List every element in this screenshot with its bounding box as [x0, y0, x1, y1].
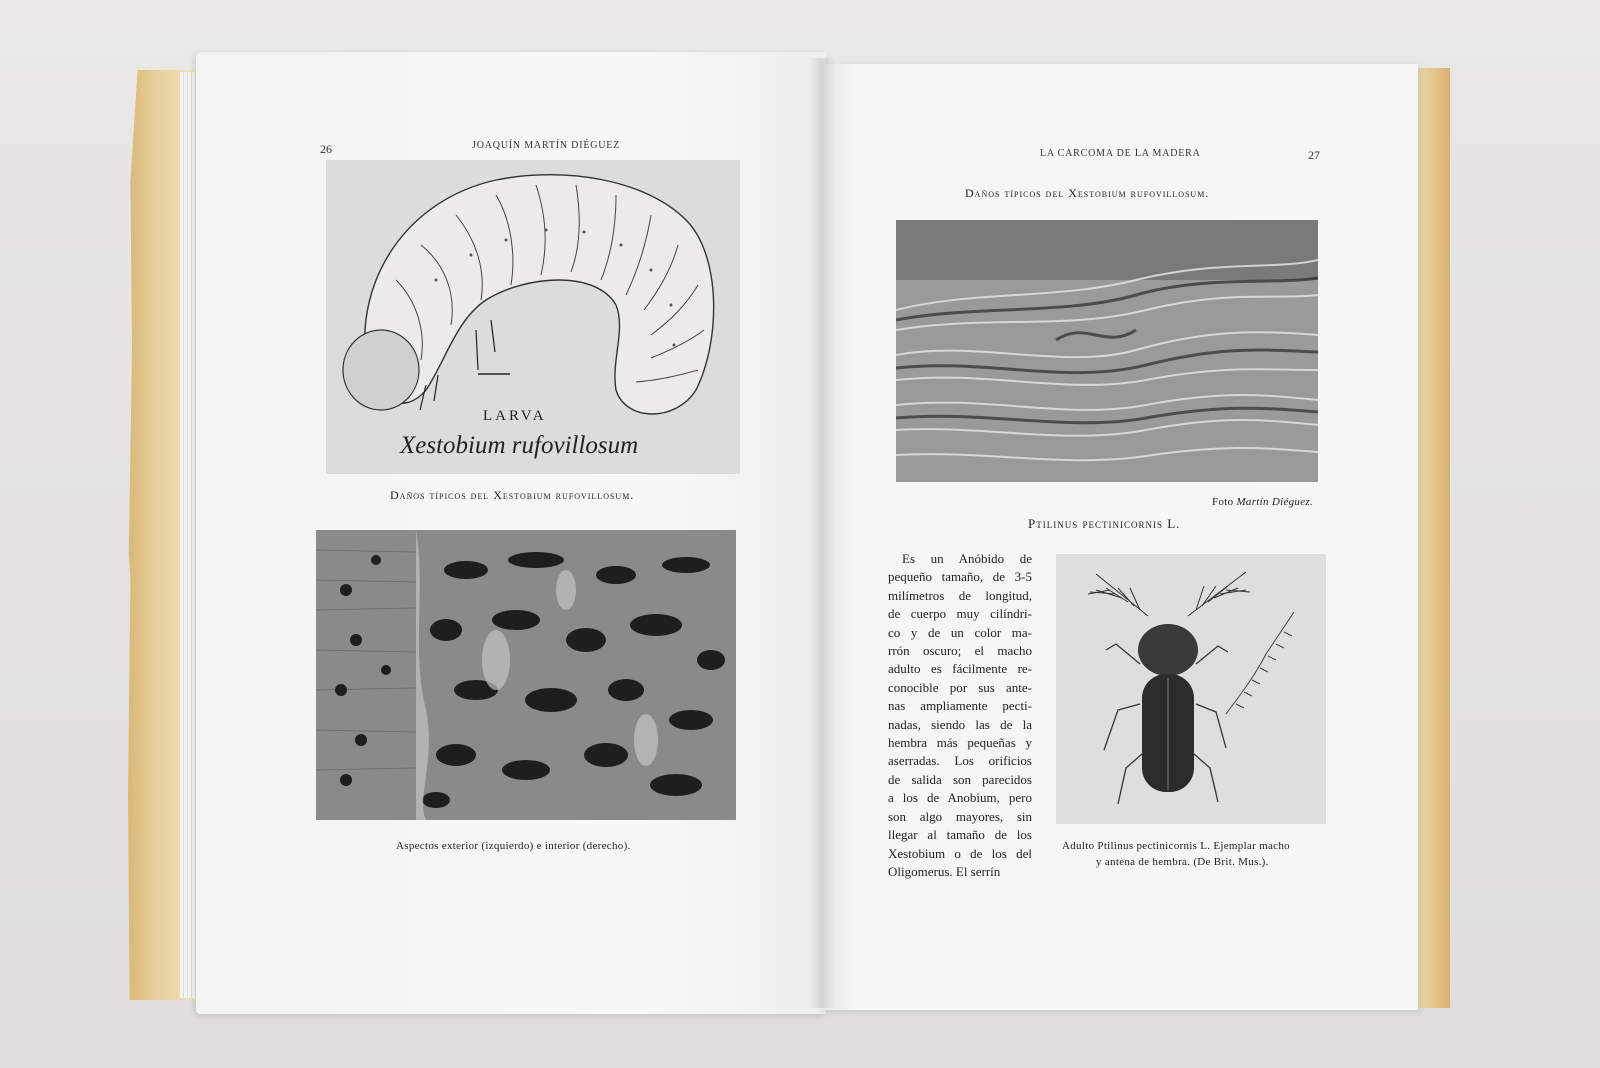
paragraph-line: nadas, siendo las de la [888, 716, 1032, 732]
paragraph-line: aserradas. Los orificios [888, 753, 1032, 769]
larva-label: LARVA [483, 408, 547, 424]
beetle-caption-line2: y antena de hembra. (De Brit. Mus.). [1096, 856, 1269, 868]
paragraph-line: milímetros de longitud, [888, 587, 1032, 603]
paragraph-line: Xestobium o de los del [888, 845, 1032, 861]
beetle-illustration [1056, 554, 1326, 824]
section-title: Ptilinus pectinicornis L. [1028, 516, 1181, 531]
right-title-damage: Daños típicos del Xestobium rufovillosum. [965, 186, 1210, 200]
right-running-header: LA CARCOMA DE LA MADERA [1040, 148, 1201, 159]
paragraph-line: adulto es fácilmente re- [888, 661, 1032, 677]
paragraph-line: rrón oscuro; el macho [888, 643, 1032, 659]
wood-surface-photo [896, 220, 1318, 482]
left-page-number: 26 [320, 142, 332, 156]
left-running-header: JOAQUÍN MARTÍN DIÉGUEZ [472, 140, 621, 151]
paragraph-line: de cuerpo muy cilíndri- [888, 606, 1032, 622]
wood-damage-photo [316, 530, 736, 820]
paragraph-line: a los de Anobium, pero [888, 790, 1032, 806]
photo-credit [1212, 496, 1313, 508]
left-caption-aspects: Aspectos exterior (izquierdo) e interior (derecho). [396, 840, 631, 852]
paragraph-line: nas ampliamente pecti- [888, 698, 1032, 714]
left-caption-damage: Daños típicos del Xestobium rufovillosum. [390, 488, 635, 502]
paragraph-line: hembra más pequeñas y [888, 735, 1032, 751]
book-gutter [808, 58, 836, 1008]
paragraph-line: de salida son parecidos [888, 771, 1032, 787]
paragraph-line: Oligomerus. El serrín [888, 863, 1001, 879]
paragraph-line: pequeño tamaño, de 3-5 [888, 569, 1032, 585]
right-page-number: 27 [1308, 148, 1320, 162]
paragraph-line: son algo mayores, sin [888, 808, 1032, 824]
paragraph-line: co y de un color ma- [888, 624, 1032, 640]
body-paragraph [888, 550, 1032, 881]
photo-credit-name: Martín Diéguez. [1236, 496, 1314, 508]
paragraph-line: llegar al tamaño de los [888, 827, 1032, 843]
paragraph-line: conocible por sus ante- [888, 679, 1032, 695]
larva-illustration [326, 160, 740, 474]
larva-species-name: Xestobium rufovillosum [400, 432, 639, 459]
beetle-caption-line1: Adulto Ptilinus pectinicornis L. Ejemplar macho [1062, 840, 1290, 852]
photo-credit-prefix: Foto [1212, 496, 1234, 508]
paragraph-line: Es un Anóbido de [902, 551, 1032, 566]
